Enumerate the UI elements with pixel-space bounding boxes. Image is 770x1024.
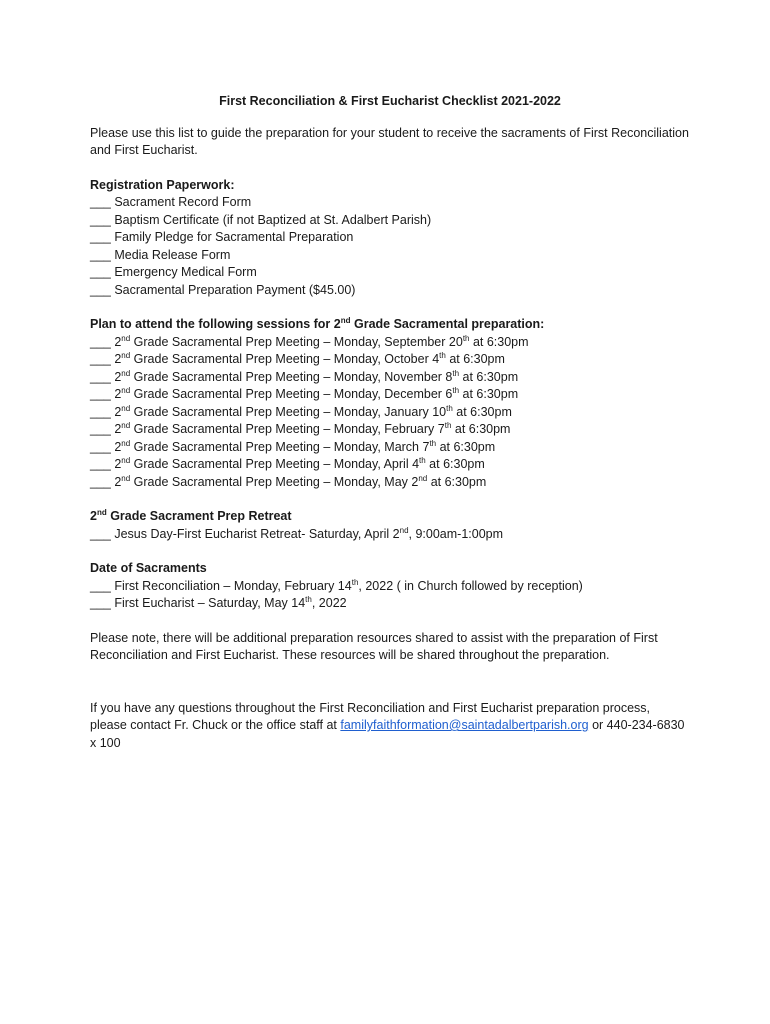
date-suffix: th — [439, 350, 446, 360]
session-item — [90, 334, 690, 352]
grade-suffix: nd — [121, 333, 131, 343]
date-suffix: th — [305, 594, 312, 604]
meeting-date: April 4 — [383, 457, 420, 471]
meeting-date: December 6 — [384, 387, 453, 401]
grade-number: 2 — [114, 474, 122, 489]
checkbox-blank: ___ — [90, 195, 111, 209]
registration-item-text: Sacrament Record Form — [114, 195, 252, 209]
meeting-label: Grade Sacramental Prep Meeting – Monday, — [130, 369, 385, 384]
meeting-label: Grade Sacramental Prep Meeting – Monday, — [130, 422, 385, 436]
grade-suffix: nd — [121, 350, 131, 360]
meeting-date: November 8 — [384, 369, 453, 384]
checkbox-blank: ___ — [90, 230, 111, 244]
sacrament-text-end: , 2022 ( in Church followed by reception) — [358, 578, 583, 593]
date-suffix: th — [419, 455, 426, 465]
checkbox-blank: ___ — [90, 387, 111, 401]
date-suffix: th — [452, 385, 460, 395]
grade-suffix: nd — [121, 420, 131, 430]
grade-number: 2 — [114, 352, 122, 366]
meeting-date: September 20 — [384, 334, 463, 349]
sessions-list — [90, 334, 690, 492]
meeting-label: Grade Sacramental Prep Meeting – Monday, — [130, 474, 385, 489]
date-suffix: th — [351, 577, 359, 587]
registration-item — [90, 229, 690, 247]
meeting-time: at 6:30pm — [452, 404, 512, 419]
registration-item-text: Media Release Form — [114, 247, 231, 262]
session-item — [90, 474, 690, 492]
registration-item — [90, 247, 690, 265]
date-suffix: th — [444, 420, 452, 430]
meeting-label: Grade Sacramental Prep Meeting – Monday, — [130, 352, 385, 366]
meeting-label: Grade Sacramental Prep Meeting – Monday, — [130, 387, 385, 401]
grade-number: 2 — [114, 369, 122, 384]
meeting-label: Grade Sacramental Prep Meeting – Monday, — [130, 334, 385, 349]
checkbox-blank: ___ — [90, 474, 111, 489]
registration-item — [90, 282, 690, 300]
grade-number: 2 — [114, 439, 122, 454]
checkbox-blank: ___ — [90, 369, 111, 384]
sacrament-text: First Reconciliation – Monday, February 14 — [114, 578, 352, 593]
checkbox-blank: ___ — [90, 439, 111, 454]
document-title: First Reconciliation & First Eucharist Checklist 2021-2022 — [219, 94, 561, 108]
checkbox-blank: ___ — [90, 212, 111, 227]
date-suffix: nd — [418, 473, 428, 483]
grade-suffix: nd — [121, 403, 131, 413]
meeting-date: March 7 — [384, 439, 430, 454]
intro-paragraph: Please use this list to guide the preparation for your student to receive the sacraments of First Reconciliation and First Eucharist. — [90, 125, 689, 157]
meeting-date: October 4 — [384, 352, 440, 366]
session-item — [90, 386, 690, 404]
grade-suffix: nd — [121, 385, 131, 395]
meeting-date: May 2 — [384, 474, 419, 489]
date-suffix: th — [429, 438, 437, 448]
contact-paragraph: If you have any questions throughout the First Reconciliation and First Eucharist preparation process, please contact Fr. Chuck or the office staff at familyfaithformation@saintadalbertparish.org or 440-234-6830 x 100 — [90, 700, 685, 750]
registration-item-text: Sacramental Preparation Payment ($45.00) — [114, 282, 356, 297]
session-item — [90, 421, 690, 439]
sacrament-item — [90, 595, 690, 613]
meeting-time: at 6:30pm — [425, 457, 485, 471]
registration-item — [90, 194, 690, 212]
checkbox-blank: ___ — [90, 352, 111, 366]
grade-number: 2 — [114, 457, 122, 471]
checkbox-blank: ___ — [90, 578, 111, 593]
meeting-time: at 6:30pm — [459, 387, 519, 401]
grade-number: 2 — [114, 387, 122, 401]
sacrament-text: First Eucharist – Saturday, May 14 — [114, 596, 306, 610]
meeting-time: at 6:30pm — [451, 422, 511, 436]
checkbox-blank: ___ — [90, 404, 111, 419]
grade-number: 2 — [114, 334, 122, 349]
checkbox-blank: ___ — [90, 334, 111, 349]
session-item — [90, 404, 690, 422]
checkbox-blank: ___ — [90, 422, 111, 436]
registration-item-text: Baptism Certificate (if not Baptized at St. Adalbert Parish) — [114, 212, 432, 227]
checkbox-blank: ___ — [90, 526, 111, 541]
registration-item — [90, 264, 690, 282]
retreat-item: ___ Jesus Day-First Eucharist Retreat- Saturday, April 2nd, 9:00am-1:00pm — [90, 525, 504, 541]
session-item — [90, 351, 690, 369]
meeting-time: at 6:30pm — [469, 334, 529, 349]
sacraments-heading: Date of Sacraments — [90, 561, 207, 575]
registration-heading: Registration Paperwork: — [90, 177, 235, 192]
grade-suffix: nd — [121, 455, 131, 465]
checkbox-blank: ___ — [90, 596, 111, 610]
session-item — [90, 439, 690, 457]
grade-suffix: nd — [121, 438, 131, 448]
email-link[interactable]: familyfaithformation@saintadalbertparish.org — [340, 718, 589, 732]
date-suffix: th — [446, 403, 453, 413]
meeting-time: at 6:30pm — [427, 474, 487, 489]
date-suffix: th — [452, 368, 460, 378]
registration-item-text: Emergency Medical Form — [114, 265, 257, 279]
note-paragraph: Please note, there will be additional preparation resources shared to assist with the preparation of First Reconciliation and First Eucharist. These resources will be shared throughout the preparation. — [90, 630, 658, 662]
grade-suffix: nd — [121, 368, 131, 378]
checklist-document — [90, 93, 690, 752]
meeting-label: Grade Sacramental Prep Meeting – Monday, — [130, 457, 384, 471]
meeting-time: at 6:30pm — [459, 369, 519, 384]
retreat-heading: 2nd Grade Sacrament Prep Retreat — [90, 507, 292, 523]
registration-item-text: Family Pledge for Sacramental Preparation — [114, 230, 354, 244]
checkbox-blank: ___ — [90, 247, 111, 262]
session-item — [90, 369, 690, 387]
grade-number: 2 — [114, 422, 122, 436]
sessions-heading: Plan to attend the following sessions for 2nd Grade Sacramental preparation: — [90, 315, 545, 331]
grade-number: 2 — [114, 404, 122, 419]
meeting-date: February 7 — [384, 422, 445, 436]
meeting-time: at 6:30pm — [445, 352, 505, 366]
sacraments-list — [90, 578, 690, 613]
session-item — [90, 456, 690, 474]
meeting-time: at 6:30pm — [436, 439, 496, 454]
sacrament-text-end: , 2022 — [311, 596, 347, 610]
date-suffix: th — [462, 333, 470, 343]
checkbox-blank: ___ — [90, 265, 111, 279]
meeting-label: Grade Sacramental Prep Meeting – Monday, — [130, 404, 385, 419]
registration-list — [90, 194, 690, 299]
meeting-date: January 10 — [384, 404, 447, 419]
checkbox-blank: ___ — [90, 457, 111, 471]
grade-suffix: nd — [121, 473, 131, 483]
checkbox-blank: ___ — [90, 282, 111, 297]
sacrament-item — [90, 578, 690, 596]
registration-item — [90, 212, 690, 230]
meeting-label: Grade Sacramental Prep Meeting – Monday, — [130, 439, 385, 454]
